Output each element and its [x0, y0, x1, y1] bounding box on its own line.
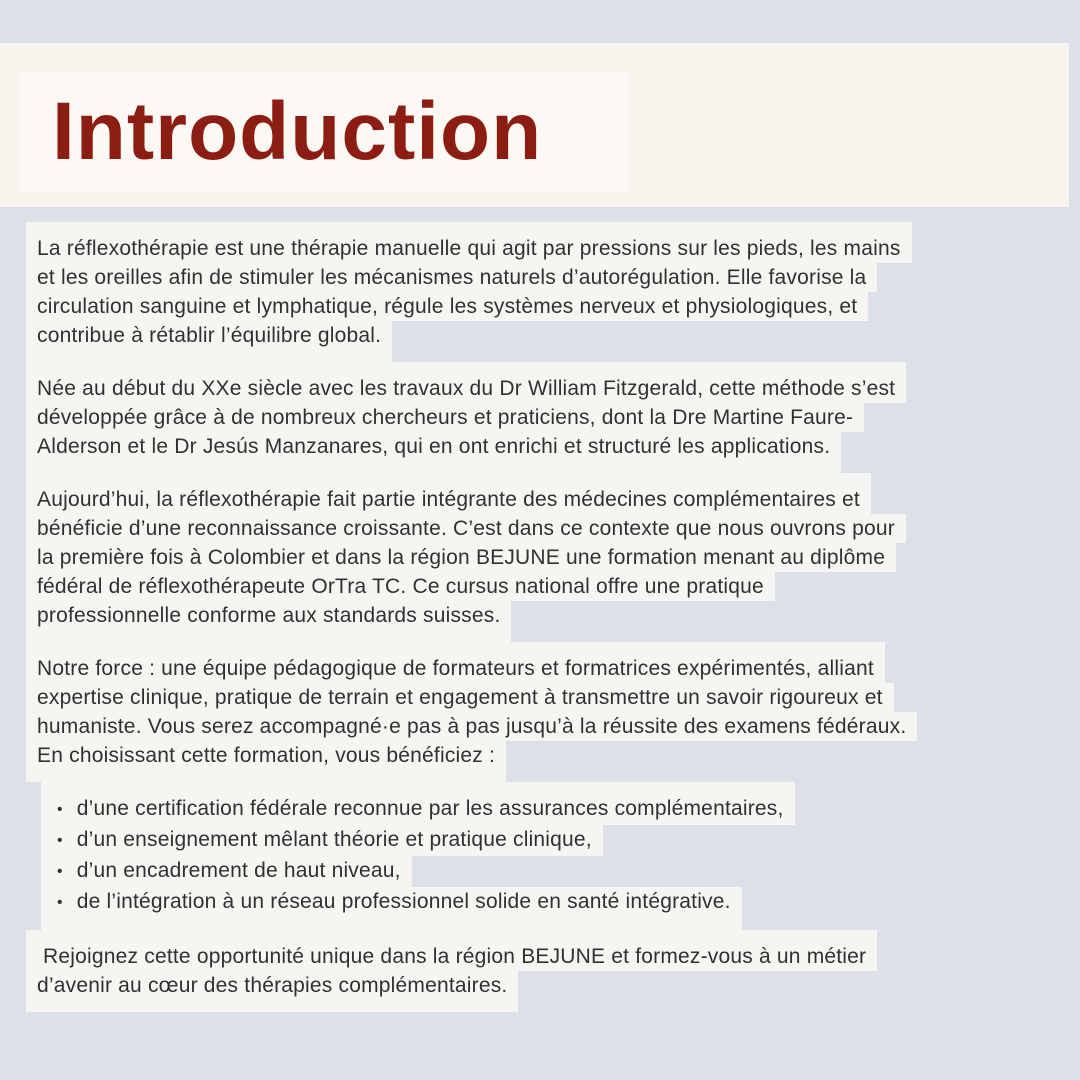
line-highlight: [26, 222, 912, 263]
line-highlight: [26, 683, 894, 712]
line-highlight: [26, 432, 841, 473]
line-text: bénéficie d’une reconnaissance croissante. C’est dans ce contexte que nous ouvrons pour: [37, 517, 895, 540]
bullet-icon: •: [57, 863, 63, 880]
line-text: circulation sanguine et lymphatique, régule les systèmes nerveux et physiologiques, et: [37, 295, 858, 318]
line-highlight: [41, 887, 742, 930]
line-text: contribue à rétablir l’équilibre global.: [37, 324, 382, 347]
line-text: En choisissant cette formation, vous bénéficiez :: [37, 744, 496, 767]
line-text: Rejoignez cette opportunité unique dans la région BEJUNE et formez-vous à un métier: [37, 945, 867, 968]
line-highlight: [26, 263, 877, 292]
text-line: [26, 403, 1066, 432]
bullet-item: [41, 887, 1066, 930]
line-highlight: [26, 971, 518, 1012]
line-text: fédéral de réflexothérapeute OrTra TC. Ce cursus national offre une pratique: [37, 575, 764, 598]
line-highlight: [26, 930, 877, 971]
line-text: expertise clinique, pratique de terrain et engagement à transmettre un savoir rigoureux et: [37, 686, 883, 709]
paragraph: [26, 362, 1066, 473]
line-highlight: [26, 543, 896, 572]
line-text: Aujourd’hui, la réflexothérapie fait partie intégrante des médecines complémentaires et: [37, 488, 860, 511]
bullet-item: [41, 856, 1066, 887]
text-line: [26, 601, 1066, 642]
line-text: La réflexothérapie est une thérapie manuelle qui agit par pressions sur les pieds, les mains: [37, 237, 901, 260]
line-text: d’avenir au cœur des thérapies complémentaires.: [37, 974, 508, 997]
paragraph: [26, 473, 1066, 642]
line-text: d’un enseignement mêlant théorie et pratique clinique,: [76, 828, 592, 851]
line-highlight: [41, 856, 412, 887]
line-highlight: [26, 572, 775, 601]
line-text: d’une certification fédérale reconnue par les assurances complémentaires,: [76, 797, 784, 820]
text-line: [26, 712, 1066, 741]
text-line: [26, 971, 1066, 1012]
line-highlight: [41, 782, 795, 825]
line-highlight: [26, 473, 871, 514]
line-text: Notre force : une équipe pédagogique de formateurs et formatrices expérimentés, alliant: [37, 657, 874, 680]
text-line: [26, 642, 1066, 683]
line-text: humaniste. Vous serez accompagné·e pas à pas jusqu’à la réussite des examens fédéraux.: [37, 715, 907, 738]
bullet-item: [41, 825, 1066, 856]
line-text: développée grâce à de nombreux chercheurs et praticiens, dont la Dre Martine Faure-: [37, 406, 854, 429]
line-highlight: [26, 292, 868, 321]
line-highlight: [26, 601, 511, 642]
bullet-item: [41, 782, 1066, 825]
bullet-list: [41, 782, 1066, 930]
text-line: [26, 572, 1066, 601]
line-highlight: [26, 741, 506, 782]
text-line: [26, 683, 1066, 712]
line-highlight: [26, 712, 917, 741]
text-line: [26, 292, 1066, 321]
text-line: [26, 432, 1066, 473]
text-line: [26, 473, 1066, 514]
text-line: [26, 263, 1066, 292]
line-highlight: [26, 642, 885, 683]
line-text: professionnelle conforme aux standards suisses.: [37, 604, 501, 627]
text-line: [26, 543, 1066, 572]
title-banner: [0, 43, 1069, 207]
line-highlight: [41, 825, 603, 856]
line-text: Alderson et le Dr Jesús Manzanares, qui en ont enrichi et structuré les applications.: [37, 435, 831, 458]
paragraph: [26, 930, 1066, 1012]
paragraph: [26, 222, 1066, 362]
paragraph: [26, 642, 1066, 782]
line-highlight: [26, 362, 906, 403]
page-title: Introduction: [52, 86, 543, 177]
intro-body: [26, 222, 1066, 1012]
text-line: [26, 514, 1066, 543]
text-line: [26, 930, 1066, 971]
text-line: [26, 321, 1066, 362]
text-line: [26, 362, 1066, 403]
line-highlight: [26, 514, 906, 543]
line-highlight: [26, 403, 864, 432]
text-line: [26, 222, 1066, 263]
line-text: Née au début du XXe siècle avec les travaux du Dr William Fitzgerald, cette méthode s’est: [37, 377, 896, 400]
text-line: [26, 741, 1066, 782]
line-text: la première fois à Colombier et dans la région BEJUNE une formation menant au diplôme: [37, 546, 886, 569]
line-text: et les oreilles afin de stimuler les mécanismes naturels d’autorégulation. Elle favorise la: [37, 266, 867, 289]
line-highlight: [26, 321, 392, 362]
title-box: [20, 72, 628, 192]
bullet-icon: •: [57, 894, 63, 911]
bullet-icon: •: [57, 832, 63, 849]
line-text: d’un encadrement de haut niveau,: [76, 859, 401, 882]
bullet-icon: •: [57, 801, 63, 818]
line-text: de l’intégration à un réseau professionnel solide en santé intégrative.: [76, 890, 731, 913]
